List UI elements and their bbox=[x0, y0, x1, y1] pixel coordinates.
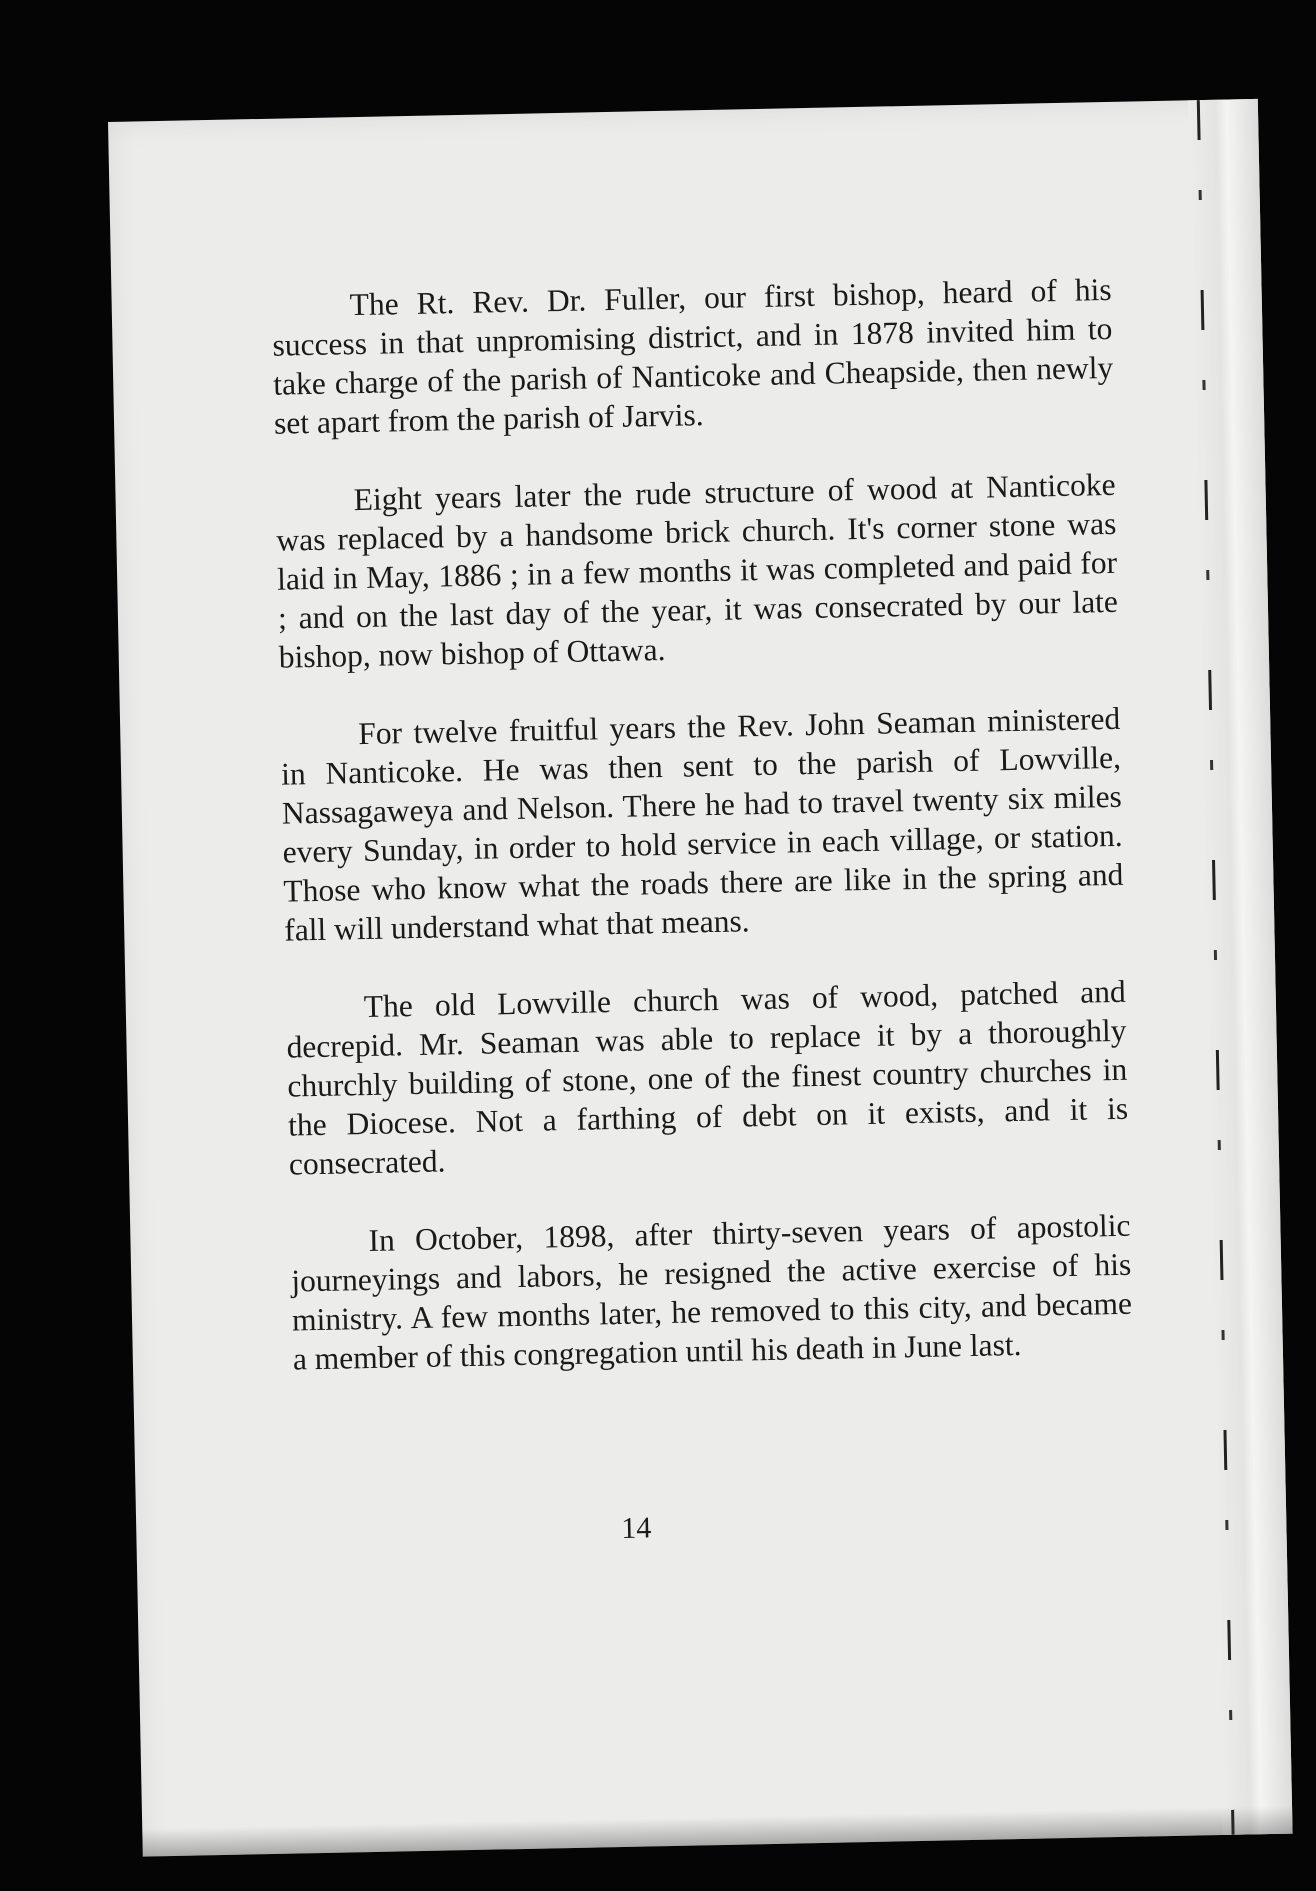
page-bottom-edge bbox=[142, 1806, 1292, 1857]
paragraph-3: For twelve fruitful years the Rev. John Seaman ministered in Nanticoke. He was then sent to the parish of Lowville, Nassagaweya and Nelson. There he had to travel twenty six miles every Sunday, in order to hold service in each village, or station. Those who know what the roads there are like in the spring and fall will understand what that means. bbox=[280, 700, 1124, 948]
page-number: 14 bbox=[621, 1511, 652, 1545]
book-spine bbox=[1188, 99, 1293, 1835]
book-page bbox=[108, 99, 1293, 1857]
page-body-text bbox=[271, 270, 1134, 1418]
spine-binding-edge bbox=[1197, 100, 1235, 1835]
paragraph-2: Eight years later the rude structure of wood at Nanticoke was replaced by a handsome brick church. It's corner stone was laid in May, 1886 ; in a few months it was completed and paid for ; and on the last day of the year, it was consecrated by our late bishop, now bishop of Ottawa. bbox=[276, 466, 1119, 675]
paragraph-4: The old Lowville church was of wood, patched and decrepid. Mr. Seaman was able to replace it by a thoroughly churchly building of stone, one of the finest country churches in the Diocese. Not a farthing of debt on it exists, and it is consecrated. bbox=[286, 973, 1129, 1182]
paragraph-1: The Rt. Rev. Dr. Fuller, our first bishop, heard of his success in that unpromising district, and in 1878 invited him to take charge of the parish of Nanticoke and Cheapside, then newly set apart from the parish of Jarvis. bbox=[272, 271, 1114, 441]
paragraph-5: In October, 1898, after thirty-seven years of apostolic journeyings and labors, he resigned the active exercise of his ministry. A few months later, he removed to this city, and became a member of this congregation until his death in June last. bbox=[290, 1207, 1133, 1377]
